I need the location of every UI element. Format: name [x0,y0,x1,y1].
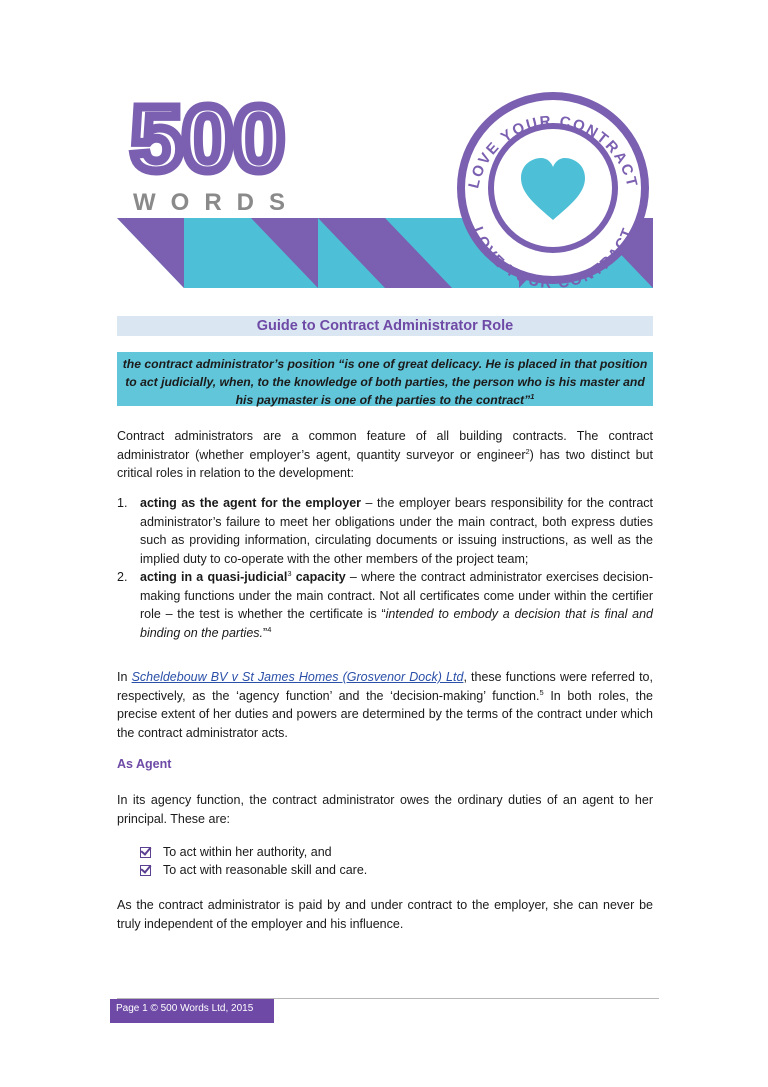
duty-text: To act within her authority, and [163,845,332,859]
checkbox-checked-icon [140,865,151,876]
case-text: In [117,670,132,684]
duty-text: To act with reasonable skill and care. [163,863,368,877]
case-text: In both roles, the precise extent of her duties and powers are determined by the terms of the contract under which the contract administrator acts. [117,688,653,740]
seal-text-top: LOVE YOUR CONTRACT [465,112,641,191]
case-link[interactable]: Scheldebouw BV v St James Homes (Grosvenor Dock) Ltd [131,670,464,684]
footnote-ref[interactable]: 1 [530,391,535,401]
list-number: 1. [117,496,128,510]
role-heading: capacity [291,570,346,584]
role-text: ” [263,625,268,640]
quote-text: the contract administrator’s position “is one of great delicacy. He is placed in that position to act judicially, when, to the knowledge of both parties, the person who is his master and his paymaster is one of the parties to the contract” [122,357,648,407]
duties-list [140,843,367,879]
footnote-ref[interactable]: 3 [287,568,292,578]
case-paragraph [117,668,653,742]
list-item [140,843,367,861]
quote-box [117,352,653,406]
closing-paragraph: As the contract administrator is paid by and under contract to the employer, she can never be truly independent of the employer and his influence. [117,898,653,931]
agent-paragraph: In its agency function, the contract administrator owes the ordinary duties of an agent to her principal. These are: [117,793,653,826]
banner-graphic [117,92,653,288]
footnote-ref[interactable]: 4 [267,624,272,634]
role-heading: acting in a quasi-judicial [140,570,288,584]
list-item [117,494,653,568]
list-item [117,568,653,642]
footnote-ref[interactable]: 5 [539,687,544,697]
role-quote: intended to embody a decision that is final and binding on the parties. [140,607,653,640]
document-title: Guide to Contract Administrator Role [117,316,653,336]
footnote-ref[interactable]: 2 [525,446,530,456]
section-heading: As Agent [117,757,172,771]
intro-paragraph [117,427,653,483]
seal-text-bottom: LOVE YOUR CONTRACT [468,224,638,288]
seal [459,94,647,288]
role-text: – where the contract administrator exercises decision-making functions under the main contract. Not all certificates come under within the certifier role – the test is whether the certificate is “ [140,570,653,621]
checkbox-checked-icon [140,847,151,858]
role-text: – the employer bears responsibility for the contract administrator’s failure to meet her obligations under the main contract, both express duties such as providing information, circulating documents or issuing instructions, as well as the implied duty to co-operate with the other members of the project team; [140,496,653,566]
role-heading: acting as the agent for the employer [140,496,362,510]
list-item [140,861,367,879]
page-footer: Page 1 © 500 Words Ltd, 2015 [110,999,274,1023]
logo [131,92,300,216]
intro-text: Contract administrators are a common feature of all building contracts. The contract administrator (whether employer’s agent, quantity surveyor or engineer [117,429,653,462]
list-number: 2. [117,570,128,584]
roles-list [117,494,653,642]
intro-text: ) has two distinct but critical roles in relation to the development: [117,447,653,480]
case-text: , these functions were referred to, respectively, as the ‘agency function’ and the ‘decision-making’ function. [117,670,653,703]
logo-number: 500 [131,92,285,190]
header-banner [117,92,653,288]
logo-word: WORDS [133,189,300,216]
